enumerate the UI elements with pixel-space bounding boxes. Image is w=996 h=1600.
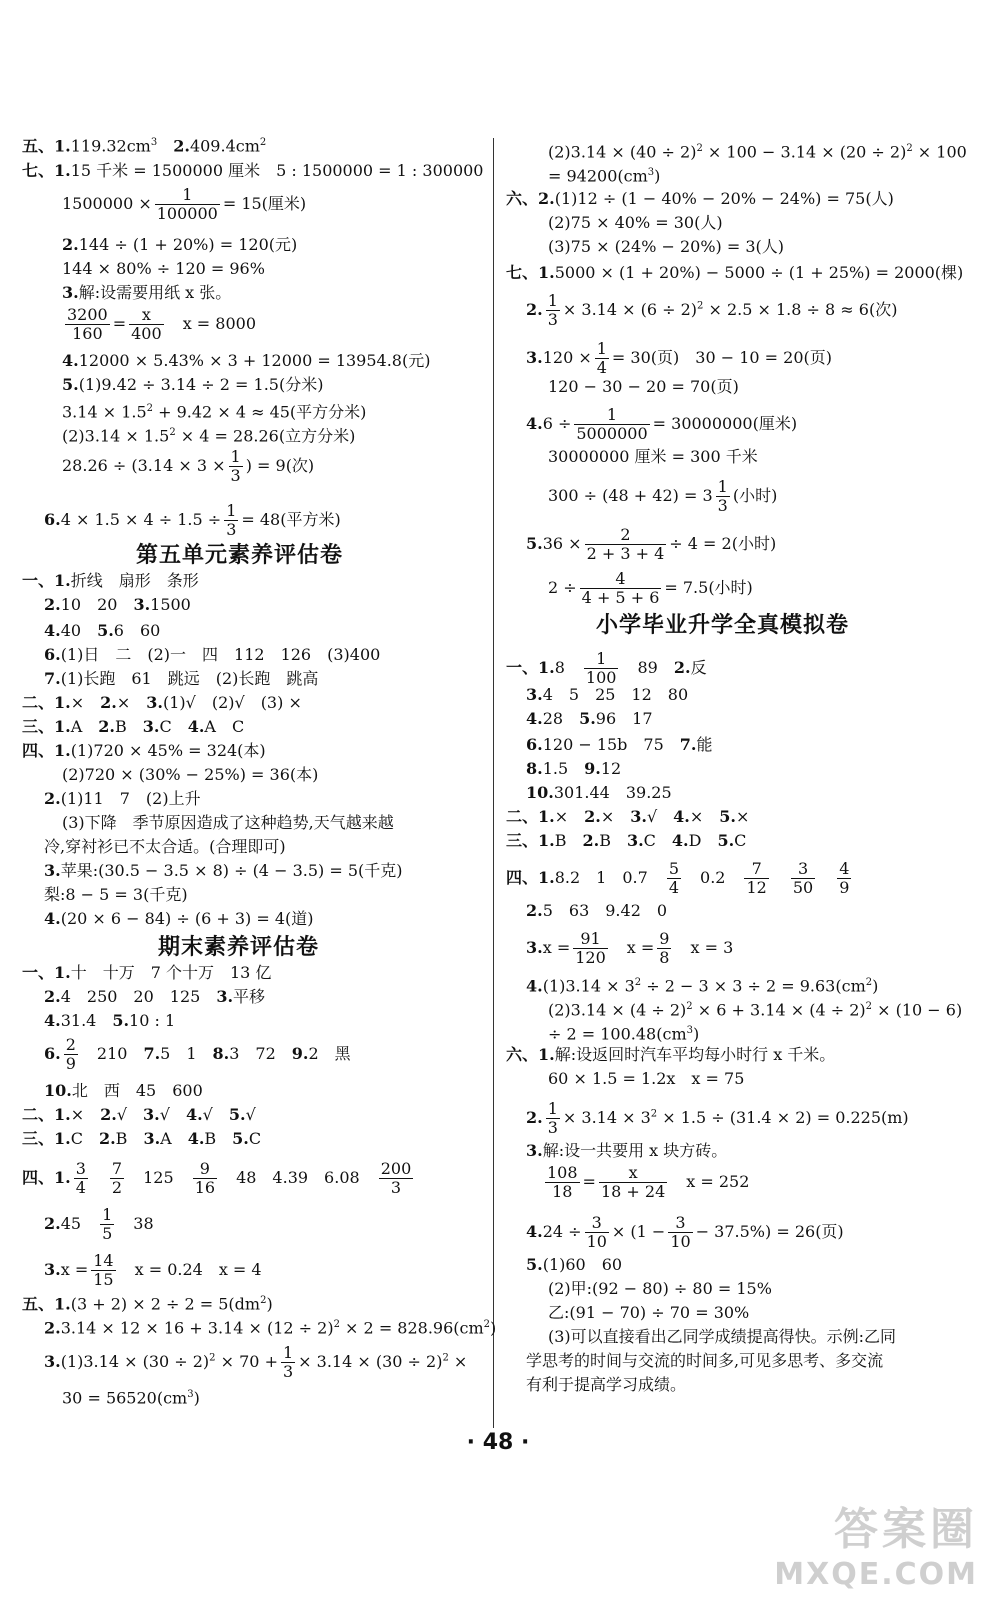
answer-line: 梨:8 − 5 = 3(千克)	[44, 885, 188, 904]
fraction: $\frac{9}{16}$	[194, 1159, 216, 1197]
answer-line: 2.4 250 20 125 3.平移	[44, 987, 266, 1006]
answer-line: 四、1.8.2 1 0.7 $\frac{5}{4}$ 0.2 $\frac{7}{12}$ $\frac{3}{50}$ $\frac{4}{9}$	[506, 859, 850, 897]
answer-line: 300 ÷ (48 + 42) = 3 $\frac{1}{3}$ (小时)	[548, 477, 778, 515]
answer-line: $(2)3.14 \times (4 \div 2)^2 \times 6 + 3.14 \times (4 \div 2)^2 \times (10 - 6)$	[548, 1000, 963, 1020]
fraction: $\frac{9}{8}$	[659, 929, 670, 967]
answer-line: 2 ÷ $\frac{4}{4 + 5 + 6}$ = 7.5(小时)	[548, 569, 753, 607]
column-divider	[493, 138, 494, 1428]
answer-line: 28.26 ÷ (3.14 × 3 × $\frac{1}{3}$ ) = 9(次)	[62, 447, 315, 485]
fraction: $\frac{3}{10}$	[670, 1213, 691, 1251]
answer-line: 4.(20 × 6 − 84) ÷ (6 + 3) = 4(道)	[44, 909, 314, 928]
answer-line: (2)75 × 40% = 30(人)	[548, 213, 723, 232]
answer-line: 三、1.B 2.B 3.C 4.D 5.C	[506, 831, 747, 850]
answer-line: $(2)3.14 \times (40 \div 2)^2 \times 100 - 3.14 \times (20 \div 2)^2 \times 100$	[548, 142, 967, 162]
answer-line: 4.40 5.6 60	[44, 621, 161, 640]
answer-line: 3.苹果:(30.5 − 3.5 × 8) ÷ (4 − 3.5) = 5(千克)	[44, 861, 403, 880]
fraction: $\frac{1}{3}$	[717, 477, 728, 515]
fraction: $\frac{108}{18}$	[547, 1163, 578, 1201]
answer-line: 3.解:设一共要用 x 块方砖。	[526, 1141, 728, 1160]
answer-line: 120 − 30 − 20 = 70(页)	[548, 377, 739, 396]
answer-line: 冷,穿衬衫已不太合适。(合理即可)	[44, 837, 286, 856]
answer-line: 4.6 ÷ $\frac{1}{5000000}$ = 30000000(厘米)	[526, 405, 798, 443]
answer-line: 七、1.5000 × (1 + 20%) − 5000 ÷ (1 + 25%) = 2000(棵)	[506, 263, 964, 282]
fraction: $\frac{1}{100000}$	[156, 185, 218, 223]
answer-line: 5.(1)9.42 ÷ 3.14 ÷ 2 = 1.5(分米)	[62, 375, 324, 394]
fraction: $\frac{1}{3}$	[547, 1099, 558, 1137]
answer-line: 5.36 × $\frac{2}{2 + 3 + 4}$ ÷ 4 = 2(小时)	[526, 525, 777, 563]
answer-line: 3.120 × $\frac{1}{4}$ = 30(页) 30 − 10 = 20(页)	[526, 339, 832, 377]
answer-line: (3)下降 季节原因造成了这种趋势,天气越来越	[62, 813, 394, 832]
answer-line: 五、$1.119.32cm^3$ $2.409.4cm^2$	[22, 136, 267, 156]
answer-line: 3.解:设需要用纸 x 张。	[62, 283, 232, 302]
answer-line: (3)75 × (24% − 20%) = 3(人)	[548, 237, 785, 256]
watermark-logo	[774, 1493, 978, 1592]
fraction: $\frac{7}{2}$	[111, 1159, 123, 1197]
fraction: $\frac{2}{2 + 3 + 4}$	[586, 525, 665, 563]
answer-line: 30000000 厘米 = 300 千米	[548, 447, 758, 466]
answer-line: 有利于提高学习成绩。	[526, 1375, 687, 1394]
answer-line: 2.5 63 9.42 0	[526, 901, 668, 920]
watermark-url: MXQE.COM	[774, 1557, 978, 1592]
fraction: $\frac{1}{4}$	[596, 339, 607, 377]
answer-line: $3.14 \times 1.5^2 + 9.42 \times 4 \approx 45$(平方分米)	[62, 402, 367, 422]
answer-line: 2. $\frac{1}{3}$ × $3.14 \times (6 \div 2)^2 \times 2.5 \times 1.8 \div 8 \approx 6$(次)	[526, 291, 898, 329]
fraction: $\frac{1}{3}$	[230, 447, 241, 485]
answer-line: $30 = 56520(cm^3)$	[62, 1388, 200, 1408]
fraction: $\frac{x}{400}$	[131, 305, 162, 343]
answer-line: 2.45 $\frac{1}{5}$ 38	[44, 1205, 154, 1243]
answer-line: 乙:(91 − 70) ÷ 70 = 30%	[548, 1303, 750, 1322]
answer-line: 学思考的时间与交流的时间多,可见多思考、多交流	[526, 1351, 884, 1370]
answer-line: 四、1.(1)720 × 45% = 324(本)	[22, 741, 266, 760]
answer-line: 六、1.解:设返回时汽车平均每小时行 x 千米。	[506, 1045, 836, 1064]
answer-line: 4.24 ÷ $\frac{3}{10}$ × (1 − $\frac{3}{10}$ − 37.5%) = 26(页)	[526, 1213, 844, 1251]
fraction: $\frac{4}{4 + 5 + 6}$	[581, 569, 660, 607]
fraction: $\frac{1}{100}$	[585, 649, 617, 687]
fraction: $\frac{4}{9}$	[839, 859, 850, 897]
answer-line: 一、1.折线 扇形 条形	[22, 571, 199, 590]
answer-line: 三、1.C 2.B 3.A 4.B 5.C	[22, 1129, 262, 1148]
answer-line: 一、1.8 $\frac{1}{100}$ 89 2.反	[506, 649, 707, 687]
fraction: $\frac{1}{3}$	[282, 1343, 294, 1381]
answer-line: 10.北 西 45 600	[44, 1081, 203, 1100]
answer-line: 6. $\frac{2}{9}$ 210 7.5 1 8.3 72 9.2 黑	[44, 1035, 351, 1073]
answer-line: 六、2.(1)12 ÷ (1 − 40% − 20% − 24%) = 75(人)	[506, 189, 894, 208]
fraction: $\frac{3}{50}$	[792, 859, 814, 897]
answer-line: $4.(1)3.14 \times 3^2 \div 2 - 3 \times 3 \div 2 = 9.63(cm^2)$	[526, 976, 879, 996]
answer-line: 4.31.4 5.10 : 1	[44, 1011, 176, 1030]
answer-line: 2.(1)11 7 (2)上升	[44, 789, 201, 808]
fraction: $\frac{1}{5000000}$	[576, 405, 648, 443]
answer-line: 7.(1)长跑 61 跳远 (2)长跑 跳高	[44, 669, 319, 688]
fraction: $\frac{x}{18 + 24}$	[600, 1163, 666, 1201]
answer-line: 60 × 1.5 = 1.2x x = 75	[548, 1069, 745, 1088]
answer-line: 2.10 20 3.1500	[44, 595, 191, 614]
answer-line: 三、1.A 2.B 3.C 4.A C	[22, 717, 245, 736]
fraction: $\frac{200}{3}$	[380, 1159, 412, 1197]
answer-line: 七、1.15 千米 = 1500000 厘米 5 : 1500000 = 1 : 300000	[22, 161, 484, 180]
answer-line: 2. $\frac{1}{3}$ × $3.14 \times 3^2 \times 1.5 \div (31.4 \times 2) = 0.225(m)$	[526, 1099, 909, 1137]
fraction: $\frac{91}{120}$	[575, 929, 606, 967]
answer-line: 4.12000 × 5.43% × 3 + 12000 = 13954.8(元)	[62, 351, 431, 370]
answer-line: 3.x = $\frac{14}{15}$ x = 0.24 x = 4	[44, 1251, 262, 1289]
answer-line: 6.(1)日 二 (2)一 四 112 126 (3)400	[44, 645, 381, 664]
answer-line: (2)720 × (30% − 25%) = 36(本)	[62, 765, 319, 784]
answer-line: 6.120 − 15b 75 7.能	[526, 735, 713, 754]
answer-line: 3.4 5 25 12 80	[526, 685, 689, 704]
answer-line: 一、1.十 十万 7 个十万 13 亿	[22, 963, 272, 982]
fraction: $\frac{2}{9}$	[65, 1035, 76, 1073]
answer-line: $(2)3.14 \times 1.5^2 \times 4 = 28.26$(立方分米)	[62, 426, 356, 446]
fraction: $\frac{3}{10}$	[586, 1213, 607, 1251]
fraction: $\frac{14}{15}$	[93, 1251, 114, 1289]
section-heading: 第五单元素养评估卷	[136, 543, 344, 568]
section-heading: 小学毕业升学全真模拟卷	[596, 613, 850, 638]
answer-line: 二、1.× 2.× 3.(1)√ (2)√ (3) ×	[22, 693, 302, 712]
answer-line: 2.144 ÷ (1 + 20%) = 120(元)	[62, 235, 298, 254]
answer-line: 144 × 80% ÷ 120 = 96%	[62, 259, 265, 278]
fraction: $\frac{7}{12}$	[746, 859, 767, 897]
answer-line: $2.3.14 \times 12 \times 16 + 3.14 \times (12 \div 2)^2 \times 2 = 828.96(cm^2)$	[44, 1318, 497, 1338]
section-heading: 期末素养评估卷	[158, 935, 320, 960]
answer-line: 6.4 × 1.5 × 4 ÷ 1.5 ÷ $\frac{1}{3}$ = 48(平方米)	[44, 501, 341, 539]
fraction: $\frac{1}{3}$	[226, 501, 237, 539]
fraction: $\frac{1}{3}$	[547, 291, 558, 329]
fraction: $\frac{1}{5}$	[102, 1205, 113, 1243]
fraction: $\frac{5}{4}$	[668, 859, 679, 897]
answer-line: 3.x = $\frac{91}{120}$ x = $\frac{9}{8}$ x = 3	[526, 929, 734, 967]
answer-line: $\frac{3200}{160}$ = $\frac{x}{400}$ x = 8000	[67, 305, 257, 343]
answer-line: = $94200(cm^3)$	[548, 166, 661, 186]
answer-line: $\frac{108}{18}$ = $\frac{x}{18 + 24}$ x = 252	[547, 1163, 750, 1201]
answer-line: (2)甲:(92 − 80) ÷ 80 = 15%	[548, 1279, 772, 1298]
answer-line: ÷ $2 = 100.48(cm^3)$	[548, 1024, 700, 1044]
answer-line: 四、1. $\frac{3}{4}$ $\frac{7}{2}$ 125 $\frac{9}{16}$ 48 4.39 6.08 $\frac{200}{3}$	[22, 1159, 412, 1197]
answer-line: 4.28 5.96 17	[526, 709, 653, 728]
answer-line: 8.1.5 9.12	[526, 759, 622, 778]
answer-line: 5.(1)60 60	[526, 1255, 623, 1274]
answer-line: 二、1.× 2.× 3.√ 4.× 5.×	[506, 807, 750, 826]
fraction: $\frac{3}{4}$	[75, 1159, 86, 1197]
answer-line: 1500000 × $\frac{1}{100000}$ = 15(厘米)	[62, 185, 307, 223]
fraction: $\frac{3200}{160}$	[67, 305, 108, 343]
answer-line: 二、1.× 2.√ 3.√ 4.√ 5.√	[22, 1105, 256, 1124]
watermark-text: 答案圈	[834, 1504, 978, 1555]
answer-line: (3)可以直接看出乙同学成绩提高得快。示例:乙同	[548, 1327, 897, 1346]
answer-line: 10.301.44 39.25	[526, 783, 672, 802]
answer-line: $3.(1)3.14 \times (30 \div 2)^2 \times 70$ + $\frac{1}{3}$ × $3.14 \times (30 \div 2)^2$ ×	[44, 1343, 468, 1381]
answer-line: 五、$1.(3 + 2) \times 2 \div 2 = 5(dm^2)$	[22, 1294, 273, 1314]
page-number: · 48 ·	[466, 1430, 530, 1455]
